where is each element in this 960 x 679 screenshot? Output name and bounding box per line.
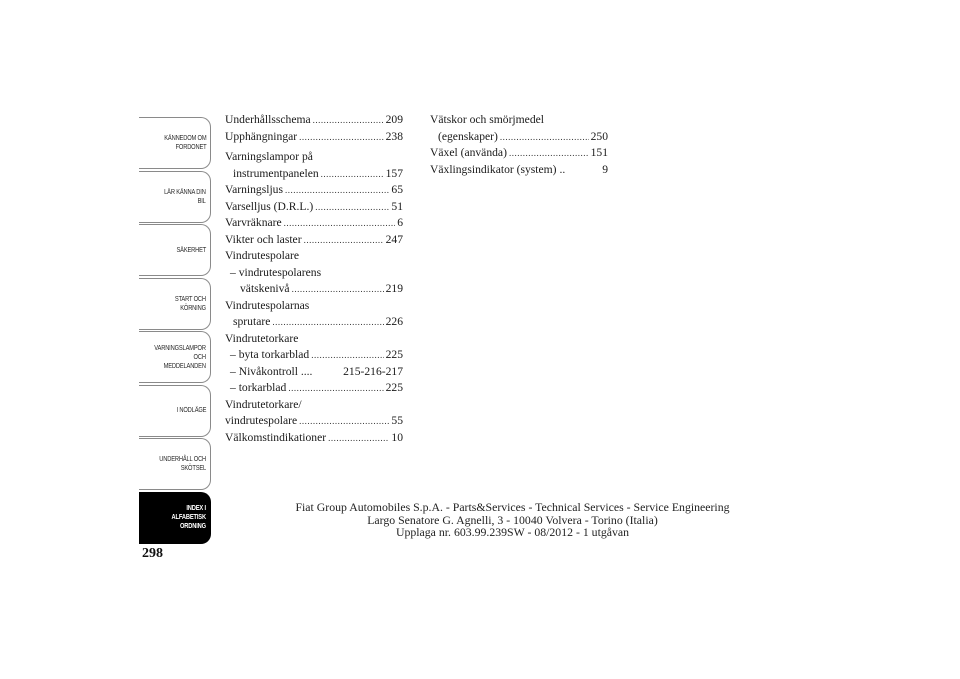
leader-dots [284,215,396,232]
index-entry[interactable]: Välkomstindikationer ..... 10 [225,430,403,447]
index-entry[interactable]: instrumentpanelen ..... 157 [225,166,403,183]
index-entry[interactable]: vätskenivå ..... 219 [225,281,403,298]
page-ref: 55 [391,414,403,427]
leader-dots [328,430,389,447]
page-ref: 226 [385,315,403,328]
index-entry-heading: Vindrutespolarnas [225,298,310,312]
tab-label: INDEX I ALFABETISK ORDNING [171,505,206,530]
footer-line-1: Fiat Group Automobiles S.p.A. - Parts&Services - Technical Services - Service Engineering [295,500,730,514]
page-ref: 6 [397,216,403,229]
index-entry[interactable]: – torkarblad ..... 225 [225,380,403,397]
index-entry[interactable]: Varselljus (D.R.L.) ..... 51 [225,199,403,216]
index-entry[interactable]: (egenskaper) ..... 250 [430,129,608,146]
index-entry-heading: Vindrutetorkare/ [225,397,302,411]
leader-dots [292,281,384,298]
chapter-tabs [139,117,211,545]
leader-dots [285,182,389,199]
tab-varningslampor[interactable] [139,331,211,383]
index-entry[interactable]: Upphängningar ..... 238 [225,129,403,146]
index-entry-heading: Varningslampor på [225,150,313,163]
page-ref: 51 [391,199,403,213]
index-entry[interactable]: vindrutespolare ..... 55 [225,413,403,430]
tab-lar-kanna-din-bil[interactable] [139,171,211,223]
page-number: 298 [142,546,163,561]
page-ref: 247 [385,232,403,246]
page-ref: 151 [590,146,608,159]
tab-label: LÄR KÄNNA DIN BIL [164,188,206,205]
leader-dots [500,129,589,146]
page-ref: 215-216-217 [343,364,403,378]
tab-label: KÄNNEDOM OM FORDONET [163,135,206,151]
page-ref: 250 [590,129,608,143]
tab-sakerhet[interactable] [139,224,211,276]
page-ref: 225 [385,381,403,394]
page-ref: 9 [602,162,608,176]
leader-dots [299,413,389,430]
index-entry[interactable]: – byta torkarblad ..... 225 [225,347,403,364]
tab-label: VARNINGSLAMPOR OCH MEDDELANDEN [154,344,206,370]
leader-dots [311,347,383,364]
index-entry[interactable]: Varningsljus ..... 65 [225,182,403,199]
tab-index-active[interactable] [139,492,211,544]
leader-dots [299,129,383,146]
index-entry-heading: Vindrutespolare [225,249,299,262]
index-column-2 [430,112,608,178]
tab-label: UNDERHÅLL OCH SKÖTSEL [159,456,206,472]
page-ref: 65 [391,183,403,196]
index-entry[interactable]: sprutare ..... 226 [225,314,403,331]
page-ref: 157 [385,166,403,180]
index-entry[interactable]: Vikter och laster ..... 247 [225,232,403,249]
footer-line-2: Largo Senatore G. Agnelli, 3 - 10040 Volvera - Torino (Italia) [367,512,658,527]
index-entry[interactable]: – Nivåkontroll .... 215-216-217 [225,364,403,381]
index-entry[interactable]: Växlingsindikator (system) .. 9 [430,162,608,179]
page-ref: 219 [385,282,403,295]
tab-label: START OCH KÖRNING [174,295,206,312]
leader-dots [288,380,383,397]
index-column-1 [225,112,403,446]
index-entry[interactable]: Underhållsschema ..... 209 [225,112,403,129]
tab-i-nodlage[interactable] [139,385,211,437]
leader-dots [272,314,383,331]
index-entry[interactable]: Växel (använda) ..... 151 [430,145,608,162]
page-ref: 225 [385,348,403,361]
page-ref: 238 [385,129,403,143]
publisher-footer [250,501,775,539]
tab-label: I NÖDLÄGE [176,407,206,414]
index-subentry-heading: – vindrutespolarens [230,265,322,279]
leader-dots [321,166,384,183]
page-ref: 209 [385,113,403,126]
tab-underhall-och-skotsel[interactable] [139,438,211,490]
index-entry[interactable]: Varvräknare ..... 6 [225,215,403,232]
tab-kannedom-om-fordonet[interactable] [139,117,211,169]
index-entry-heading: Vätskor och smörjmedel [430,113,544,126]
page-ref: 10 [391,430,403,444]
leader-dots [509,145,589,162]
leader-dots [304,232,384,249]
index-entry-heading: Vindrutetorkare [225,331,299,345]
footer-line-3: Upplaga nr. 603.99.239SW - 08/2012 - 1 utgåvan [395,525,630,539]
tab-label: SÄKERHET [176,246,206,254]
tab-start-och-korning[interactable] [139,278,211,330]
leader-dots [313,112,384,129]
leader-dots [315,199,389,216]
